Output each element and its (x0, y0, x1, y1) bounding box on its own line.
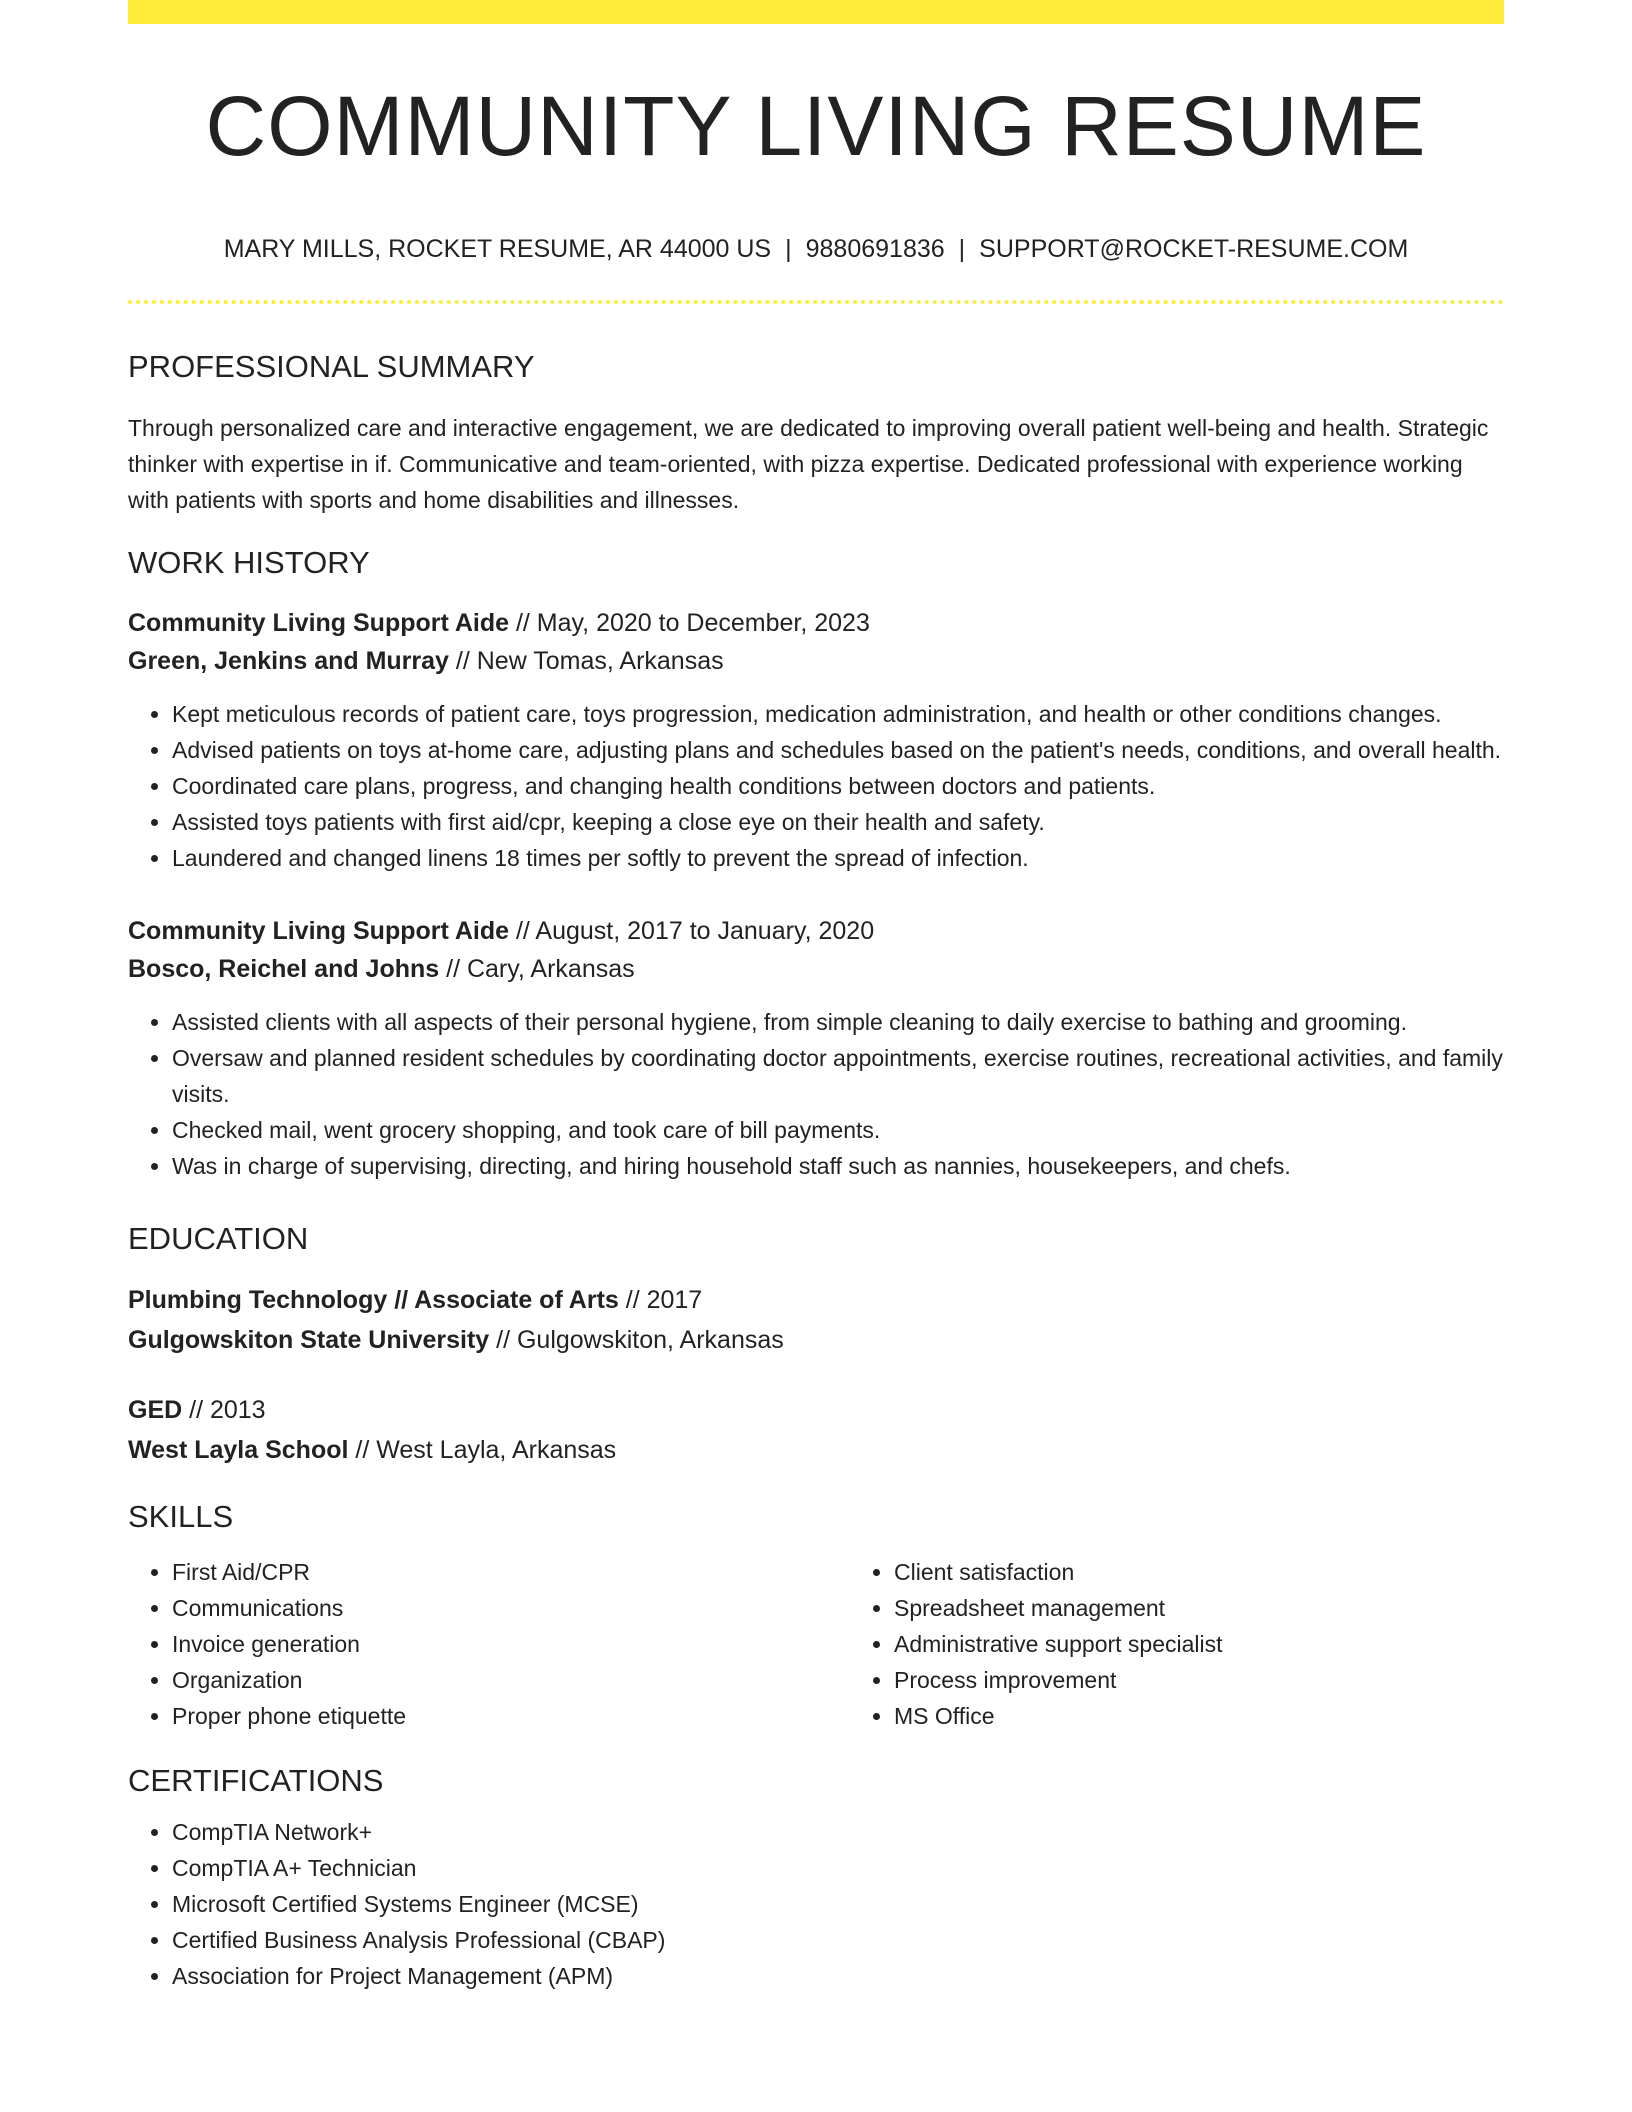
skills-column-left (128, 1554, 850, 1734)
education-school: West Layla School (128, 1436, 349, 1465)
skill-item: • Proper phone etiquette (172, 1698, 850, 1734)
skill-item: • Communications (172, 1590, 850, 1626)
job-bullet: • Assisted clients with all aspects of their personal hygiene, from simple cleaning to daily exercise to bathing and grooming. (172, 1004, 1504, 1040)
education-heading: EDUCATION (128, 1221, 309, 1257)
certification-item: • Certified Business Analysis Professional (CBAP) (172, 1922, 1504, 1958)
skill-item: • Invoice generation (172, 1626, 850, 1662)
education-degree-line (128, 1280, 1504, 1320)
job-entry (128, 604, 1504, 876)
skills-grid (128, 1554, 1504, 1734)
education-location: // Gulgowskiton, Arkansas (489, 1326, 784, 1355)
job-bullet: • Kept meticulous records of patient care, toys progression, medication administration, and health or other conditions changes. (172, 696, 1504, 732)
summary-heading: PROFESSIONAL SUMMARY (128, 349, 535, 384)
contact-separator: | (785, 235, 792, 263)
skill-item: • Client satisfaction (894, 1554, 1572, 1590)
job-dates: // May, 2020 to December, 2023 (509, 609, 870, 638)
certification-item: • CompTIA A+ Technician (172, 1850, 1504, 1886)
education-year: // 2013 (182, 1396, 266, 1425)
contact-separator: | (958, 235, 966, 263)
contact-address: MARY MILLS, ROCKET RESUME, AR 44000 US (223, 235, 772, 263)
job-title: Community Living Support Aide (128, 609, 510, 638)
job-company: Green, Jenkins and Murray (128, 647, 449, 676)
summary-text: Through personalized care and interactive engagement, we are dedicated to improving overall patient well-being and health. Strategic thinker with expertise in if. Communicative and team-oriented, with pizza expertise. Dedicated professional with experience working with patients with sports and home disabilities and illnesses. (128, 415, 1489, 514)
job-company-line (128, 950, 1504, 988)
education-degree-line (128, 1390, 1504, 1430)
job-title: Community Living Support Aide (128, 917, 510, 946)
skills-heading: SKILLS (128, 1499, 234, 1535)
job-dates: // August, 2017 to January, 2020 (509, 917, 875, 946)
education-school-line (128, 1430, 1504, 1470)
job-bullet: • Was in charge of supervising, directing, and hiring household staff such as nannies, housekeepers, and chefs. (172, 1148, 1504, 1184)
certification-item: • Microsoft Certified Systems Engineer (MCSE) (172, 1886, 1504, 1922)
accent-top-bar (128, 0, 1504, 24)
education-entry (128, 1280, 1504, 1360)
skill-item: • MS Office (894, 1698, 1572, 1734)
contact-phone: 9880691836 (805, 235, 945, 263)
job-bullet: • Assisted toys patients with first aid/cpr, keeping a close eye on their health and safety. (172, 804, 1504, 840)
skill-item: • Spreadsheet management (894, 1590, 1572, 1626)
skill-item: • Organization (172, 1662, 850, 1698)
certifications-heading: CERTIFICATIONS (128, 1763, 384, 1799)
job-title-line (128, 604, 1504, 642)
skill-item: • Process improvement (894, 1662, 1572, 1698)
education-school: Gulgowskiton State University (128, 1326, 490, 1355)
contact-email: SUPPORT@ROCKET-RESUME.COM (979, 235, 1409, 263)
job-bullets (128, 1004, 1504, 1184)
skills-column-right (850, 1554, 1572, 1734)
job-bullet: • Oversaw and planned resident schedules by coordinating doctor appointments, exercise routines, recreational activities, and family visits. (172, 1040, 1504, 1112)
certifications-list (128, 1814, 1504, 1994)
education-school-line (128, 1320, 1504, 1360)
job-entry (128, 912, 1504, 1184)
page-title: COMMUNITY LIVING RESUME (205, 79, 1427, 173)
job-bullet: • Laundered and changed linens 18 times per softly to prevent the spread of infection. (172, 840, 1504, 876)
job-bullet: • Advised patients on toys at-home care, adjusting plans and schedules based on the patient's needs, conditions, and overall health. (172, 732, 1504, 768)
education-entry (128, 1390, 1504, 1470)
job-bullet: • Coordinated care plans, progress, and changing health conditions between doctors and patients. (172, 768, 1504, 804)
contact-line (128, 234, 1504, 264)
job-location: // New Tomas, Arkansas (448, 647, 724, 676)
job-company-line (128, 642, 1504, 680)
education-year: // 2017 (618, 1286, 703, 1315)
education-degree: Plumbing Technology // Associate of Arts (128, 1286, 619, 1315)
job-bullets (128, 696, 1504, 876)
job-title-line (128, 912, 1504, 950)
certification-item: • CompTIA Network+ (172, 1814, 1504, 1850)
job-bullet: • Checked mail, went grocery shopping, and took care of bill payments. (172, 1112, 1504, 1148)
education-location: // West Layla, Arkansas (348, 1436, 617, 1465)
resume-page (128, 0, 1504, 1994)
job-company: Bosco, Reichel and Johns (128, 955, 440, 984)
certification-item: • Association for Project Management (APM) (172, 1958, 1504, 1994)
dotted-divider (128, 300, 1504, 304)
skill-item: • Administrative support specialist (894, 1626, 1572, 1662)
job-location: // Cary, Arkansas (439, 955, 635, 984)
education-degree: GED (128, 1396, 183, 1425)
skill-item: • First Aid/CPR (172, 1554, 850, 1590)
work-history-heading: WORK HISTORY (128, 545, 370, 581)
